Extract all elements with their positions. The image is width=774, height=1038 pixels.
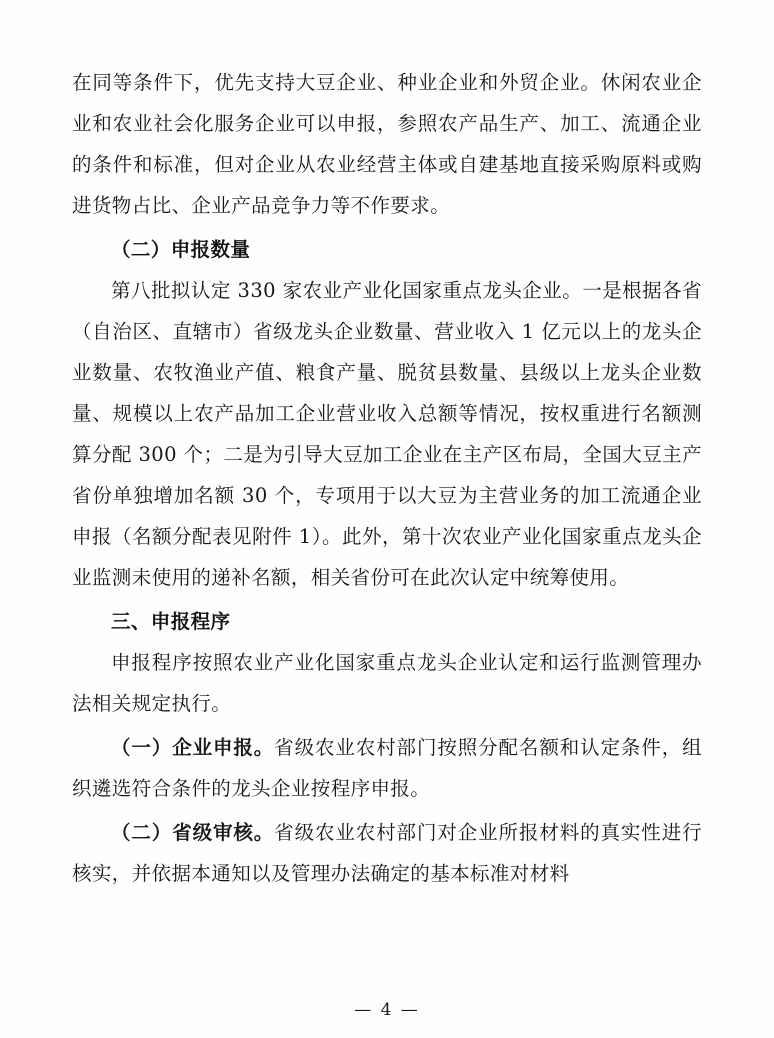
page-number: — 4 — [354,1000,420,1020]
paragraph-enterprise-application [72,727,702,809]
document-body [72,62,702,894]
heading-application-quantity: （二）申报数量 [111,238,251,261]
paragraph-provincial-review-text: 省级农业农村部门对企业所报材料的真实性进行核实，并依据本通知以及管理办法确定的基本标准对材料 [72,821,702,885]
paragraph-procedure-reference: 申报程序按照农业产业化国家重点龙头企业认定和运行监测管理办法相关规定执行。 [72,651,702,715]
heading-application-procedure: 三、申报程序 [111,610,231,633]
inline-heading-provincial-review: （二）省级审核。 [111,821,275,844]
inline-heading-enterprise-application: （一）企业申报。 [111,736,275,759]
paragraph-conditions: 在同等条件下，优先支持大豆企业、种业企业和外贸企业。休闲农业企业和农业社会化服务企业可以申报，参照农产品生产、加工、流通企业的条件和标准，但对企业从农业经营主体或自建基地直接采购原料或购进货物占比、企业产品竞争力等不作要求。 [72,71,702,217]
paragraph-enterprise-application-text: 省级农业农村部门按照分配名额和认定条件，组织遴选符合条件的龙头企业按程序申报。 [72,736,702,800]
paragraph-quota-allocation: 第八批拟认定 330 家农业产业化国家重点龙头企业。一是根据各省（自治区、直辖市）省级龙头企业数量、营业收入 1 亿元以上的龙头企业数量、农牧渔业产值、粮食产量、脱贫县数量、县级以上龙头企业数量、规模以上农产品加工企业营业收入总额等情况，按权重进行名额测算分配 300 个；二是为引导大豆加工企业在主产区布局，全国大豆主产省份单独增加名额 30 个，专项用于以大豆为主营业务的加工流通企业申报（名额分配表见附件 1）。此外，第十次农业产业化国家重点龙头企业监测未使用的递补名额，相关省份可在此次认定中统筹使用。 [72,279,702,589]
paragraph-provincial-review [72,812,702,894]
page-footer [0,1000,774,1020]
